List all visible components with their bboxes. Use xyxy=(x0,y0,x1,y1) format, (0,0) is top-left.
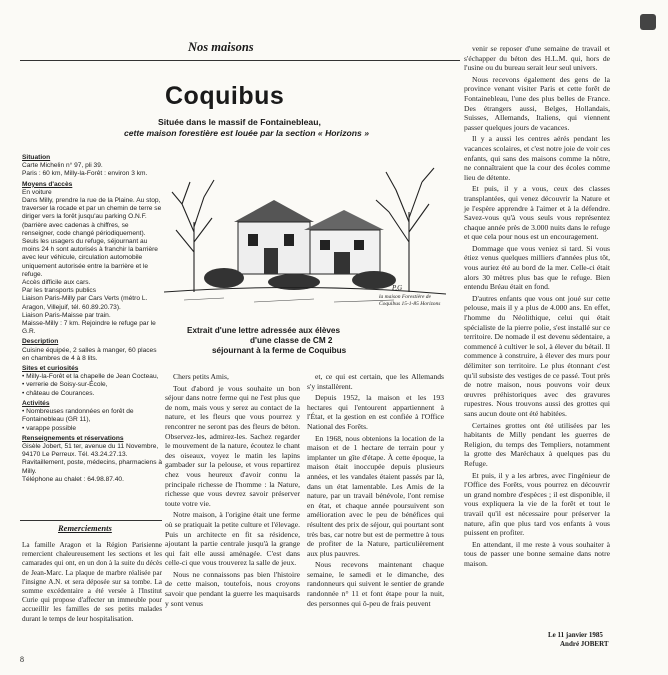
info-line: Gisèle Jobert, 51 ter, avenue du 11 Novembre, 94170 Le Perreux. Tél. 43.24.27.13. xyxy=(22,442,159,459)
house-sketch xyxy=(164,152,446,320)
info-line: • verrerie de Soisy-sur-École, xyxy=(22,381,108,389)
letter-column-2 xyxy=(307,372,444,610)
paragraph: venir se reposer d'une semaine de travail et s'échapper du béton des H.L.M. qui, hors de l'usine ou du bureau serait leur seul univers. xyxy=(464,44,610,73)
thanks-text: La famille Aragon et la Région Parisienne remercient chaleureusement les sections et les camarades qui ont, en un don à la suite du décès de Jean-Marc. La plaque de marbre réalisée par l'insigne A.N. et sera déposée sur sa tombe. La somme excédentaire a été versée à l'Institut Curie qui propose d'affecter un immeuble pour accueillir les familles de ses petits malades durant le temps de leur hospitalisation. xyxy=(22,541,162,623)
info-line: • Nombreuses randonnées en forêt de Fontainebleau (GR 11), xyxy=(22,408,134,424)
paragraph: Notre maison, à l'origine était une ferme où se pratiquait la petite culture et l'élevage. Puis un architecte en fit sa résidence, ajoutant la partie centrale jusqu'à la grange qui fait elle aussi aménagée. C'est dans celle-ci que vous trouverez la salle de jeux. xyxy=(165,510,300,568)
info-line: • château de Courances. xyxy=(22,389,95,397)
letter-date: Le 11 janvier 1985 xyxy=(548,631,603,639)
letter-column-3 xyxy=(464,44,610,570)
info-line: Dans Milly, prendre la rue de la Plaine. Au stop, traverser la rocade et par un chemin de terre se diriger vers la forêt jusqu'au parking O.N.F. (barrière avec cadenas à chiffres, se renseigner, code changé périodiquement). xyxy=(22,197,162,237)
paragraph: Et puis, il y a vous, ceux des classes transplantées, qui venez découvrir la Nature et je l'espère apprendre à l'aimer et à la défendre. Savez-vous qu'à vous seuls vous représentez chaque année près de 3.000 nuits dans le refuge et que cela pour nous est un encouragement. xyxy=(464,184,610,242)
info-line: • Milly-la-Forêt et la chapelle de Jean Cocteau, xyxy=(22,373,159,381)
paragraph: Nous recevons également des gens de la province venant visiter Paris et cette forêt de Fontainebleau, l'une des plus belles de France. Des étrangers aussi, Belges, Hollandais, Suisses, Allemands, Italiens, qui viennent passer quelques jours de vacances. xyxy=(464,74,610,132)
paragraph: Et puis, il y a les arbres, avec l'ingénieur de l'Office des Forêts, vous pourrez en découvrir un grand nombre d'espèces ; il est disponible, il vous expliquera la vie de la forêt et tout le travail qu'il est nécessaire pour préserver la nature, afin que plus tard vos enfants à vous puissent en profiter. xyxy=(464,470,610,538)
extract-line-2: d'une classe de CM 2 xyxy=(250,336,333,345)
practical-info xyxy=(22,152,162,484)
info-line: Maisse-Milly : 7 km. Rejoindre le refuge par le G.R. xyxy=(22,320,156,336)
letter-signature: André JOBERT xyxy=(560,640,609,648)
info-heading: Renseignements et réservations xyxy=(22,434,124,442)
info-line: En voiture xyxy=(22,188,52,196)
info-line: Liaison Paris-Milly par Cars Verts (métro L. Aragon, Villejuif, tél. 60.89.20.73). xyxy=(22,295,148,311)
paragraph: Chers petits Amis, xyxy=(173,372,229,381)
page-title: Coquibus xyxy=(165,82,285,110)
info-line: • varappe possible xyxy=(22,424,76,432)
paragraph: Certaines grottes ont été utilisées par les habitants de Milly pendant les guerres de Religion, du temps des Templiers, notamment la grotte des Maréchaux à quelques pas du Refuge. xyxy=(464,420,610,468)
extract-line-1: Extrait d'une lettre adressée aux élèves xyxy=(187,326,341,335)
sketch-caption: la maison Forestière de Coquibus 15-1-85 Horizons xyxy=(379,294,441,307)
paragraph: Depuis 1952, la maison et les 193 hectares qui l'entourent appartiennent à l'État, et la gestion en est confiée à l'Office National des Forêts. xyxy=(307,393,444,431)
paragraph: Tout d'abord je vous souhaite un bon séjour dans notre ferme qui ne l'est plus que de nom, mais vous y serez au contact de la nature, et les fleurs que vous pourrez y rencontrer ne seront pas des fleurs de béton. Observez-les, admirez-les. Sachez regarder le mouvement de la nature, écoutez le chant des oiseaux, voyez le matin les lapins gambader sur la pelouse, et vous repartirez chez vous heureux d'avoir connu la principale richesse de l'homme : la Nature, richesse que vous devrez savoir préserver toute votre vie. xyxy=(165,383,300,508)
info-line: Ravitaillement, poste, médecins, pharmaciens à Milly. xyxy=(22,459,163,475)
info-heading: Activités xyxy=(22,399,50,407)
paragraph: et, ce qui est certain, que les Allemands s'y installèrent. xyxy=(307,372,444,391)
paragraph: En attendant, il me reste à vous souhaiter à tous de passer une bonne semaine dans notre maison. xyxy=(464,539,610,568)
paragraph: Nous recevons maintenant chaque semaine, le samedi et le dimanche, des randonneurs qui suivent le sentier de grande randonnée n° 11 et font étape pour la nuit, des personnes qui ô-peu de frais peuvent xyxy=(307,560,444,608)
thanks-top-rule xyxy=(20,520,162,521)
paragraph: En 1968, nous obtenions la location de la maison et de 1 hectare de terrain pour y implanter un gîte d'étape. À cette époque, la maison était inoccupée depuis plusieurs années, et les vandales étaient passés par là, dans un état lamentable. Les Amis de la nature, par un travail bénévole, l'ont remise en état, et chaque année poursuivent son amélioration avec le peu de bénéfices qui résultent des prix de séjour, qui pourtant sont très bas, car notre but est de permettre à tous de profiter de la Nature, particulièrement aux plus pauvres. xyxy=(307,433,444,558)
corner-stamp xyxy=(640,14,656,30)
info-line: Par les transports publics xyxy=(22,287,97,295)
paragraph: Nous ne connaissons pas bien l'histoire de cette maison, toutefois, nous croyons savoir que pendant la guerre les maquisards y sont venus xyxy=(165,569,300,608)
subtitle-line-2: cette maison forestière est louée par la section « Horizons » xyxy=(124,128,370,138)
info-heading: Moyens d'accès xyxy=(22,180,73,188)
header-rule xyxy=(20,60,460,61)
info-line: Téléphone au chalet : 64.98.87.40. xyxy=(22,475,124,483)
info-line: Carte Michelin n° 97, pli 39. xyxy=(22,162,103,170)
thanks-title: Remerciements xyxy=(58,523,112,533)
subtitle-line-1: Située dans le massif de Fontainebleau, xyxy=(158,117,321,127)
info-heading: Situation xyxy=(22,154,51,161)
page-number: 8 xyxy=(20,655,24,664)
paragraph: Dommage que vous veniez si tard. Si vous étiez venus quelques milliers d'années plus tôt, vous auriez été au bord de la mer. Celle-ci était alors 30 mètres plus bas que le refuge. Bien entendu Bréau était en fond. xyxy=(464,243,610,292)
section-title: Nos maisons xyxy=(188,40,254,54)
paragraph: Il y a aussi les centres aérés pendant les vacances scolaires, et c'est notre joie de voir ces enfants, qui sans des maisons comme la nôtre, ne connaîtraient que la cour des écoles comme lieu de détente. xyxy=(464,134,610,182)
sketch-initials: P.G xyxy=(392,284,403,292)
extract-line-3: séjournant à la ferme de Coquibus xyxy=(212,346,347,355)
info-heading: Description xyxy=(22,338,59,346)
info-heading: Sites et curiosités xyxy=(22,365,79,373)
info-line: Liaison Paris-Maisse par train. xyxy=(22,311,111,319)
paragraph: D'autres enfants que vous ont joué sur cette pelouse, mais il y a plus de 4.000 ans. En effet, l'homme du Néolithique, celui qui était spécialiste de la pierre polie, s'est installé sur ce territoire. De nomade il est devenu sédentaire, a commencé à cultiver le sol, à élever du bétail. Il commence à construire, à élever des murs pour délimiter son territoire. Le plus étonnant c'est qu'il subsiste des vestiges de ce passé. Tout près de notre maison, nous pouvons voir deux œuvres préhistoriques avec des gravures rupestres. Nous trouvons aussi des grottes qui sans aucun doute ont été habitées. xyxy=(464,293,610,418)
info-line: Seuls les usagers du refuge, séjournant au moins 24 h sont autorisés à franchir la barrière avec leur véhicule, circulation automobile uniquement autorisée entre la barrière et le refuge. xyxy=(22,238,158,278)
info-line: Accès difficile aux cars. xyxy=(22,279,91,287)
letter-column-1 xyxy=(165,372,300,610)
info-line: Cuisine équipée, 2 salles à manger, 60 places en chambres de 4 à 8 lits. xyxy=(22,346,157,362)
info-line: Paris : 60 km, Milly-la-Forêt : environ 3 km. xyxy=(22,170,148,178)
